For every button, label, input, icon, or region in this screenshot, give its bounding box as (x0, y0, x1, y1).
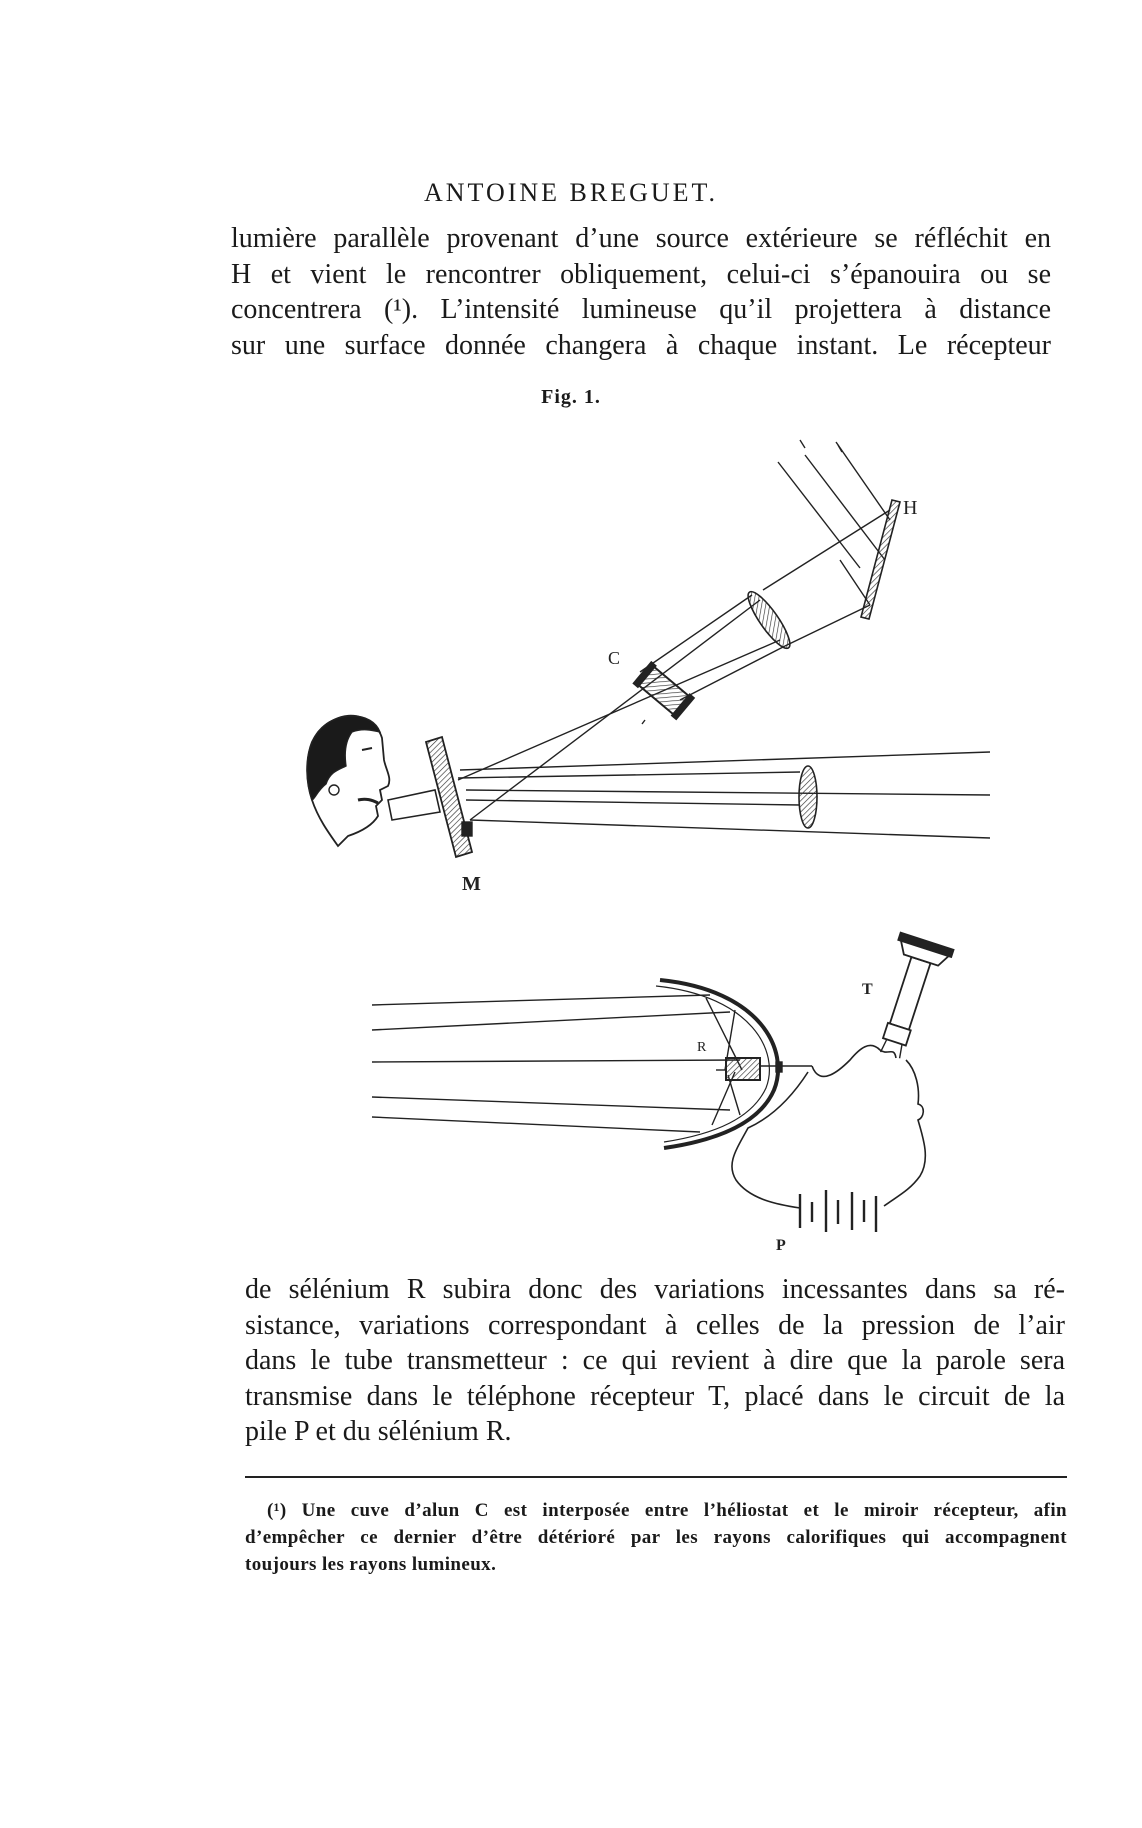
text-line: sur une surface donnée changera à chaque instant. Le récepteur (231, 329, 1051, 361)
label-r: R (697, 1040, 707, 1055)
diaphragm-mirror (426, 737, 472, 857)
selenium-cell (716, 1058, 812, 1080)
footnote-rule (245, 1476, 1067, 1478)
text-line: de sélénium R subira donc des variations incessantes dans sa ré- (245, 1274, 1065, 1305)
label-c: C (608, 648, 621, 668)
text-line: H et vient le rencontrer obliquement, celui-ci s’épanouira ou se (231, 258, 1051, 290)
alum-cell (633, 662, 694, 719)
text-line: transmise dans le téléphone récepteur T, placé dans le circuit de la (245, 1380, 1065, 1412)
label-h: H (903, 497, 918, 519)
battery-pile (800, 1190, 876, 1232)
figure-caption: Fig. 1. (541, 386, 601, 408)
transmitter-diagram (307, 440, 990, 857)
receiver-diagram (372, 932, 954, 1232)
telephone-receiver (863, 932, 953, 1063)
footnote-line: (¹) Une cuve d’alun C est interposée entre l’héliostat et le miroir récepteur, afin (267, 1500, 1067, 1521)
text-line: pile P et du sélénium R. (245, 1416, 512, 1447)
parabolic-mirror (656, 980, 778, 1148)
text-line: dans le tube transmetteur : ce qui revient à dire que la parole sera (245, 1345, 1065, 1376)
heliostat-mirror (861, 500, 900, 619)
running-head: ANTOINE BREGUET. (423, 178, 718, 207)
condenser-lens (742, 587, 796, 653)
paragraph-top (231, 221, 1051, 363)
footnote-line: d’empêcher ce dernier d’être détérioré par les rayons calorifiques qui accompagnent (245, 1527, 1067, 1548)
text-line: sistance, variations correspondant à celles de la pression de l’air (245, 1309, 1065, 1341)
projection-lens (799, 766, 817, 828)
label-m: M (462, 873, 481, 895)
footnote-line: toujours les rayons lumineux. (245, 1554, 497, 1575)
text-line: concentrera (¹). L’intensité lumineuse qu’il projettera à distance (231, 294, 1051, 325)
speaker-head (307, 716, 389, 846)
text-line: lumière parallèle provenant d’une source extérieure se réfléchit en (231, 223, 1051, 254)
footnote (245, 1497, 1067, 1578)
label-p: P (776, 1237, 786, 1254)
paragraph-bottom (245, 1272, 1065, 1450)
label-t: T (862, 981, 873, 998)
